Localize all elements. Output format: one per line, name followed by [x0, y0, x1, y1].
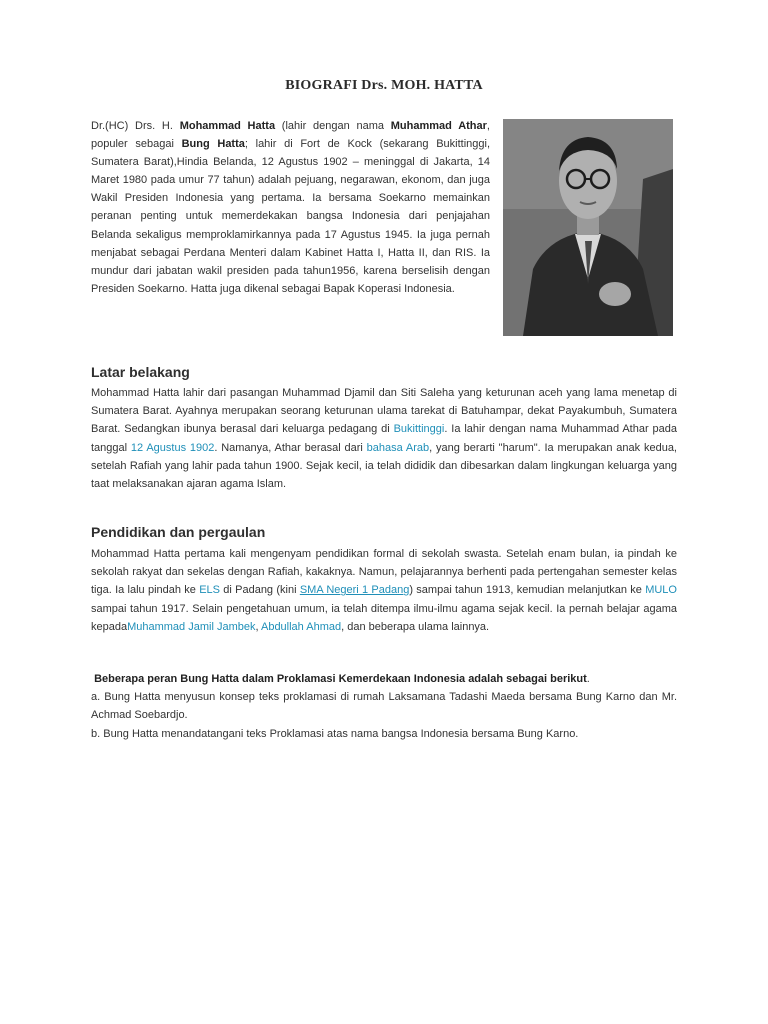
link-12-agustus-1902[interactable]: 12 Agustus 1902 [130, 441, 215, 454]
link-abdullah-ahmad[interactable]: Abdullah Ahmad [260, 620, 342, 633]
portrait-image [503, 119, 673, 336]
heading-pendidikan: Pendidikan dan pergaulan [91, 524, 266, 540]
heading-latar-belakang: Latar belakang [91, 364, 190, 380]
intro-paragraph: Dr.(HC) Drs. H. Mohammad Hatta (lahir dengan nama Muhammad Athar, populer sebagai Bung Hatta; lahir di Fort de Kock (sekarang Bukittinggi, Sumatera Barat),Hindia Belanda, 12 Agustus 1902 – meninggal di Jakarta, 14 Maret 1980 pada umur 77 tahun) adalah pejuang, negarawan, ekonom, dan juga Wakil Presiden Indonesia yang pertama. Ia bersama Soekarno memainkan peranan penting untuk memerdekakan bangsa Indonesia dari penjajahan Belanda sekaligus memproklamirkannya pada 17 Agustus 1945. Ia juga pernah menjabat sebagai Perdana Menteri dalam Kabinet Hatta I, Hatta II, dan RIS. Ia mundur dari jabatan wakil presiden pada tahun1956, karena berselisih dengan Presiden Soekarno. Hatta juga dikenal sebagai Bapak Koperasi Indonesia. [91, 120, 491, 295]
pendidikan-paragraph: Mohammad Hatta pertama kali mengenyam pendidikan formal di sekolah swasta. Setelah enam bulan, ia pindah ke sekolah rakyat dan sekelas dengan Rafiah, kakaknya. Namun, pelajarannya berhenti pada pertengahan semester kelas tiga. Ia lalu pindah ke ELS di Padang (kini SMA Negeri 1 Padang) sampai tahun 1913, kemudian melanjutkan ke MULO sampai tahun 1917. Selain pengetahuan umum, ia telah ditempa ilmu-ilmu agama sejak kecil. Ia pernah belajar agama kepadaMuhammad Jamil Jambek, Abdullah Ahmad, dan beberapa ulama lainnya. [91, 548, 677, 633]
link-bahasa-arab[interactable]: bahasa Arab [366, 441, 430, 454]
link-els[interactable]: ELS [199, 584, 220, 597]
link-muhammad-jamil-jambek[interactable]: Muhammad Jamil Jambek [127, 620, 256, 633]
page-title: BIOGRAFI Drs. MOH. HATTA [285, 78, 483, 93]
peran-heading: Beberapa peran Bung Hatta dalam Proklamasi Kemerdekaan Indonesia adalah sebagai berikut. [94, 673, 590, 685]
name-mohammad-hatta: Mohammad Hatta [179, 120, 276, 132]
link-mulo[interactable]: MULO [645, 584, 677, 597]
portrait-photo [503, 119, 673, 336]
peran-section [91, 670, 677, 743]
peran-item-b: b. Bung Hatta menandatangani teks Proklamasi atas nama bangsa Indonesia bersama Bung Karno. [91, 727, 579, 740]
link-sma-negeri-1-padang[interactable]: SMA Negeri 1 Padang [299, 584, 410, 597]
name-bung-hatta: Bung Hatta [181, 138, 245, 151]
peran-item-a: a. Bung Hatta menyusun konsep teks proklamasi di rumah Laksamana Tadashi Maeda bersama Bung Karno dan Mr. Achmad Soebardjo. [91, 691, 677, 722]
name-muhammad-athar: Muhammad Athar [390, 120, 487, 132]
link-bukittinggi[interactable]: Bukittinggi [393, 423, 445, 436]
latar-paragraph: Mohammad Hatta lahir dari pasangan Muhammad Djamil dan Siti Saleha yang keturunan aceh yang lama menetap di Sumatera Barat. Ayahnya merupakan seorang keturunan ulama tarekat di Batuhampar, dekat Payakumbuh, Sumatera Barat. Sedangkan ibunya berasal dari keluarga pedagang di Bukittinggi. Ia lahir dengan nama Muhammad Athar pada tanggal 12 Agustus 1902. Namanya, Athar berasal dari bahasa Arab, yang berarti "harum". Ia merupakan anak kedua, setelah Rafiah yang lahir pada tahun 1900. Sejak kecil, ia telah dididik dan dibesarkan dalam lingkungan keluarga yang taat melaksanakan ajaran agama Islam. [91, 387, 677, 491]
